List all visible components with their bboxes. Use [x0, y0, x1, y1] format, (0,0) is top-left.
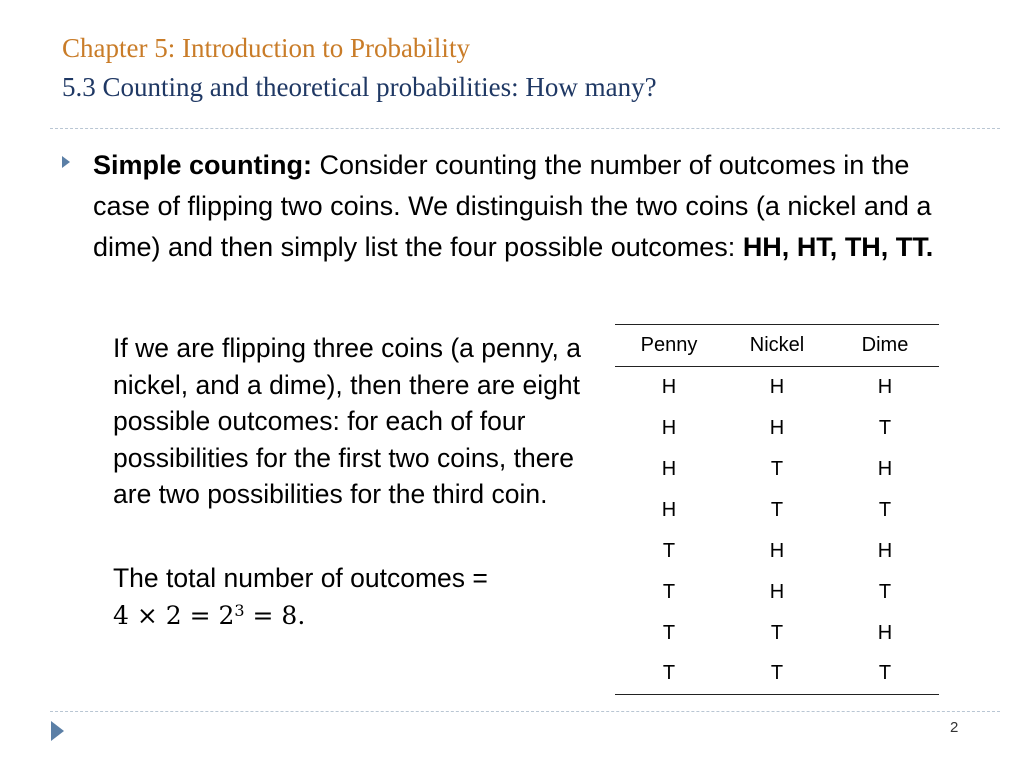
- formula-base: 4 × 2 = 2: [113, 600, 235, 630]
- bullet-lead: Simple counting:: [93, 150, 312, 180]
- bullet-outcomes: HH, HT, TH, TT.: [742, 232, 934, 262]
- three-coins-paragraph: If we are flipping three coins (a penny, a nickel, and a dime), then there are eight possible outcomes: for each of four possibilities for the first two coins, there are two possibilities for the third coin.: [113, 333, 581, 509]
- table-row: [615, 654, 939, 695]
- table-cell: T: [770, 498, 784, 521]
- page-number: 2: [950, 719, 959, 736]
- chapter-title: Chapter 5: Introduction to Probability: [62, 33, 470, 63]
- formula-exponent: 3: [234, 600, 245, 620]
- table-cell: H: [877, 539, 893, 562]
- table-row: [615, 408, 939, 449]
- table-row: [615, 449, 939, 490]
- bullet-arrow-icon: [62, 156, 70, 168]
- footer-divider: [50, 711, 1000, 712]
- total-outcomes-paragraph: [113, 560, 608, 634]
- table-cell: H: [769, 539, 785, 562]
- table-cell: H: [877, 375, 893, 398]
- outcomes-table: [615, 324, 939, 695]
- table-cell: H: [877, 621, 893, 644]
- bullet-paragraph: [93, 145, 953, 268]
- table-cell: H: [661, 498, 677, 521]
- table-row: [615, 572, 939, 613]
- table-cell: H: [769, 580, 785, 603]
- table-cell: H: [877, 457, 893, 480]
- table-cell: T: [831, 654, 939, 695]
- table-cell: T: [878, 416, 892, 439]
- column-header: Penny: [615, 325, 723, 367]
- table-cell: T: [770, 457, 784, 480]
- column-header: Dime: [831, 325, 939, 367]
- table-cell: H: [661, 457, 677, 480]
- table-cell: T: [662, 621, 676, 644]
- table-cell: H: [769, 375, 785, 398]
- section-title: 5.3 Counting and theoretical probabilities: How many?: [62, 72, 657, 102]
- table-row: [615, 490, 939, 531]
- table-row: [615, 367, 939, 408]
- table-cell: T: [770, 621, 784, 644]
- total-outcomes-formula: [113, 601, 305, 630]
- header-divider: [50, 128, 1000, 129]
- table-cell: H: [661, 416, 677, 439]
- table-cell: T: [878, 580, 892, 603]
- table-cell: H: [769, 416, 785, 439]
- footer-arrow-icon: [51, 721, 64, 741]
- table-cell: T: [662, 539, 676, 562]
- table-cell: T: [878, 498, 892, 521]
- table-cell: T: [615, 654, 723, 695]
- column-header: Nickel: [723, 325, 831, 367]
- table-cell: H: [661, 375, 677, 398]
- table-cell: T: [723, 654, 831, 695]
- formula-end: = 8.: [244, 600, 306, 630]
- bullet-body: Consider counting the number of outcomes in the case of flipping two coins. We distinguish the two coins (a nickel and a dime) and then simply list the four possible outcomes:: [93, 150, 932, 262]
- table-row: [615, 531, 939, 572]
- table-header-row: [615, 325, 939, 367]
- total-outcomes-text: The total number of outcomes =: [113, 563, 488, 593]
- table-row: [615, 613, 939, 654]
- table-cell: T: [662, 580, 676, 603]
